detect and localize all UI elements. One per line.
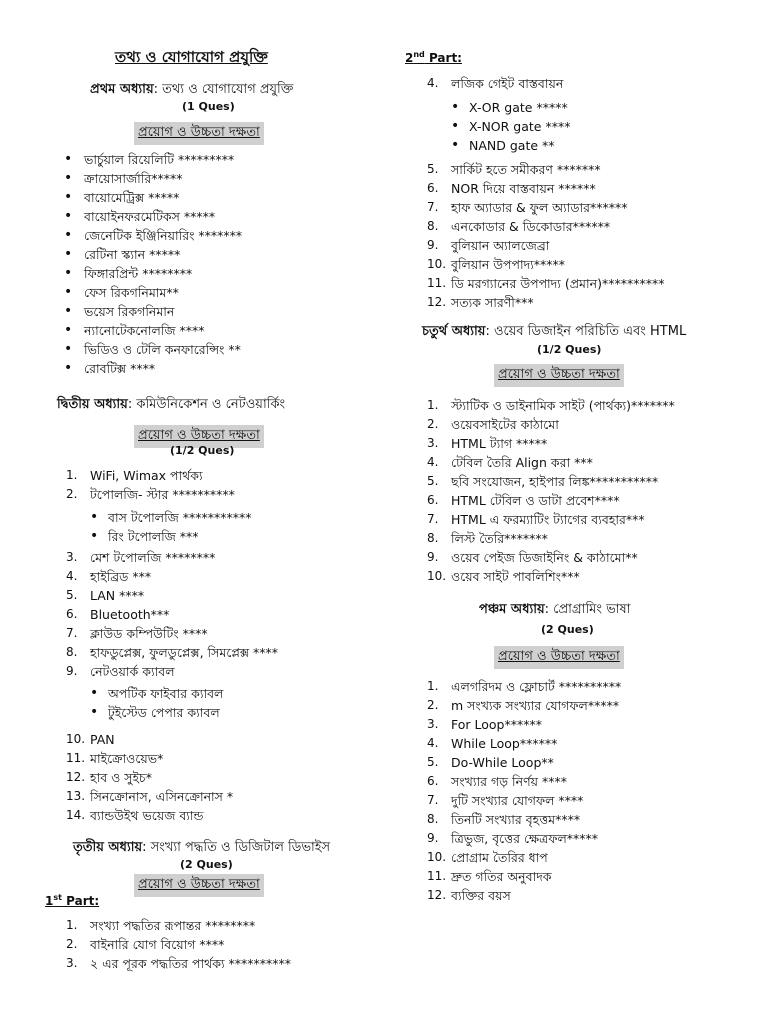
item-number: 7.	[427, 200, 439, 214]
list-item	[427, 274, 664, 293]
list-item	[66, 485, 235, 504]
list-item	[427, 886, 621, 905]
item-number: 10.	[427, 850, 447, 864]
chapter-2-list-c	[66, 730, 233, 825]
list-item	[66, 643, 278, 662]
item-text: ক্লাউড কম্পিউটিং ****	[90, 626, 208, 641]
item-text: Bluetooth***	[90, 607, 170, 622]
item-text: ওয়েব পেইজ ডিজাইনিং & কাঠামো**	[451, 550, 638, 565]
item-text: Do-While Loop**	[451, 755, 554, 770]
chapter-5-skill: প্রয়োগ ও উচ্চতা দক্ষতা	[494, 646, 624, 669]
list-item	[427, 472, 675, 491]
list-item	[66, 916, 291, 935]
list-item	[427, 198, 664, 217]
chapter-3-part-2-list-a	[427, 74, 563, 93]
chapter-4-label: চতুর্থ অধ্যায়	[422, 324, 486, 339]
item-text: মাইক্রোওয়েভ*	[90, 751, 164, 766]
item-number: 1.	[427, 679, 439, 693]
list-item	[66, 567, 278, 586]
list-item	[427, 734, 621, 753]
list-item: • ক্রায়োসার্জারি*****	[60, 169, 242, 188]
item-text: দ্রুত গতির অনুবাদক	[451, 869, 552, 884]
list-item: • রেটিনা স্ক্যান *****	[60, 245, 242, 264]
list-item	[427, 255, 664, 274]
item-text: For Loop******	[451, 717, 542, 732]
chapter-5-list	[427, 677, 621, 905]
list-item	[66, 605, 278, 624]
item-number: 7.	[427, 793, 439, 807]
item-text: ওয়েব সাইট পাবলিশিং***	[451, 569, 580, 584]
item-number: 1.	[66, 468, 78, 482]
chapter-1-skill: প্রয়োগ ও উচ্চতা দক্ষতা	[134, 122, 264, 145]
list-item	[427, 453, 675, 472]
item-text: HTML টেবিল ও ডাটা প্রবেশ****	[451, 493, 620, 508]
list-item	[66, 730, 233, 749]
item-text: PAN	[90, 732, 115, 747]
chapter-4-skill: প্রয়োগ ও উচ্চতা দক্ষতা	[494, 364, 624, 387]
item-number: 3.	[427, 436, 439, 450]
item-text: টপোলজি- স্টার **********	[90, 487, 235, 502]
item-text: LAN ****	[90, 588, 145, 603]
item-number: 3.	[427, 717, 439, 731]
item-number: 12.	[427, 295, 447, 309]
item-text: ডি মরগ্যানের উপপাদ্য (প্রমান)**********	[451, 276, 665, 291]
item-number: 6.	[427, 493, 439, 507]
item-number: 2.	[427, 698, 439, 712]
item-number: 14.	[66, 808, 86, 822]
item-text: বুলিয়ান উপপাদ্য*****	[451, 257, 566, 272]
item-number: 5.	[427, 755, 439, 769]
part-1-label: 1st Part:	[45, 893, 100, 908]
chapter-5-heading	[479, 600, 631, 621]
list-item: • বায়োইনফরমেটিকস *****	[60, 207, 242, 226]
item-number: 11.	[66, 751, 86, 765]
item-number: 4.	[427, 76, 439, 90]
list-item: • ফিঙ্গারপ্রিন্ট ********	[60, 264, 242, 283]
list-item	[66, 935, 291, 954]
item-number: 10.	[66, 732, 86, 746]
chapter-1-name: : তথ্য ও যোগাযোগ প্রযুক্তি	[153, 82, 294, 97]
item-number: 6.	[66, 607, 78, 621]
page-title: তথ্য ও যোগাযোগ প্রযুক্তি	[115, 48, 268, 66]
chapter-1-ques: (1 Ques)	[182, 100, 235, 113]
chapter-4-name: : ওয়েব ডিজাইন পরিচিতি এবং HTML	[485, 324, 687, 339]
list-item	[66, 806, 233, 825]
item-number: 3.	[66, 956, 78, 970]
list-item	[427, 567, 675, 586]
item-number: 8.	[427, 812, 439, 826]
list-item	[427, 715, 621, 734]
chapter-4-list	[427, 396, 675, 586]
item-number: 11.	[427, 869, 447, 883]
item-text: হাব ও সুইচ*	[90, 770, 153, 785]
item-text: ২ এর পূরক পদ্ধতির পার্থক্য **********	[90, 956, 292, 971]
list-item	[427, 293, 664, 312]
item-text: ত্রিভুজ, বৃত্তের ক্ষেত্রফল*****	[451, 831, 599, 846]
chapter-5-name: : প্রোগ্রামিং ভাষা	[544, 602, 631, 617]
list-item: • রিং টপোলজি ***	[66, 527, 252, 546]
item-text: WiFi, Wimax পার্থক্য	[90, 468, 203, 483]
item-text: স্ট্যাটিক ও ডাইনামিক সাইট (পার্থক্য)*******	[451, 398, 675, 413]
chapter-1-topic-list	[60, 150, 242, 378]
item-text: ব্যান্ডউইথ ভয়েজ ব্যান্ড	[90, 808, 204, 823]
list-item: • X-NOR gate ****	[427, 117, 570, 136]
chapter-2-sublist-b	[66, 684, 223, 722]
chapter-2-ques: (1/2 Ques)	[170, 444, 235, 457]
list-item: • ভার্চুয়াল রিয়েলিটি *********	[60, 150, 242, 169]
list-item	[427, 829, 621, 848]
item-number: 10.	[427, 569, 447, 583]
item-text: মেশ টপোলজি ********	[90, 550, 216, 565]
list-item	[427, 74, 563, 93]
chapter-2-heading	[57, 395, 285, 416]
list-item: • ভিডিও ও টেলি কনফারেন্সিং **	[60, 340, 242, 359]
item-number: 4.	[427, 455, 439, 469]
chapter-2-skill: প্রয়োগ ও উচ্চতা দক্ষতা	[134, 425, 264, 448]
item-number: 7.	[427, 512, 439, 526]
list-item	[66, 548, 278, 567]
item-text: নেটওয়ার্ক ক্যাবল	[90, 664, 175, 679]
list-item	[66, 662, 278, 681]
item-number: 8.	[427, 531, 439, 545]
item-number: 4.	[427, 736, 439, 750]
item-number: 12.	[66, 770, 86, 784]
item-text: প্রোগ্রাম তৈরির ধাপ	[451, 850, 548, 865]
item-number: 6.	[427, 774, 439, 788]
list-item	[427, 867, 621, 886]
item-text: ব্যক্তির বয়স	[451, 888, 511, 903]
list-item: • বায়োমেট্রিক্স *****	[60, 188, 242, 207]
item-number: 12.	[427, 888, 447, 902]
chapter-1-label: প্রথম অধ্যায়	[90, 82, 154, 97]
list-item	[66, 787, 233, 806]
item-number: 2.	[66, 937, 78, 951]
item-text: বুলিয়ান অ্যালজেব্রা	[451, 238, 550, 253]
item-number: 5.	[427, 162, 439, 176]
list-item	[66, 749, 233, 768]
item-number: 7.	[66, 626, 78, 640]
list-item: • NAND gate **	[427, 136, 570, 155]
chapter-1-heading	[90, 80, 293, 101]
item-text: টেবিল তৈরি Align করা ***	[451, 455, 593, 470]
chapter-3-skill: প্রয়োগ ও উচ্চতা দক্ষতা	[134, 874, 264, 897]
list-item	[427, 415, 675, 434]
item-number: 1.	[66, 918, 78, 932]
list-item	[66, 466, 235, 485]
item-text: m সংখ্যক সংখ্যার যোগফল*****	[451, 698, 620, 713]
item-text: সিনক্রোনাস, এসিনক্রোনাস *	[90, 789, 234, 804]
item-number: 2.	[66, 487, 78, 501]
chapter-3-label: তৃতীয় অধ্যায়	[73, 840, 143, 855]
item-text: হাফ অ্যাডার & ফুল অ্যাডার******	[451, 200, 628, 215]
item-text: HTML ট্যাগ *****	[451, 436, 548, 451]
chapter-3-name: : সংখ্যা পদ্ধতি ও ডিজিটাল ডিভাইস	[142, 840, 331, 855]
item-text: বাইনারি যোগ বিয়োগ ****	[90, 937, 225, 952]
list-item	[66, 768, 233, 787]
list-item: • টুইস্টেড পেপার ক্যাবল	[66, 703, 223, 722]
list-item	[427, 791, 621, 810]
item-number: 9.	[427, 238, 439, 252]
item-text: দুটি সংখ্যার যোগফল ****	[451, 793, 584, 808]
item-text: সংখ্যার গড় নির্ণয় ****	[451, 774, 567, 789]
item-number: 8.	[66, 645, 78, 659]
chapter-3-ques: (2 Ques)	[180, 858, 233, 871]
list-item	[427, 217, 664, 236]
chapter-2-label: দ্বিতীয় অধ্যায়	[57, 397, 128, 412]
item-text: হাফডুপ্লেক্স, ফুলডুপ্লেক্স, সিমপ্লেক্স ****	[90, 645, 279, 660]
list-item: • ন্যানোটেকনোলজি ****	[60, 321, 242, 340]
item-number: 13.	[66, 789, 86, 803]
chapter-2-sublist-a	[66, 508, 252, 546]
list-item	[427, 396, 675, 415]
list-item	[66, 624, 278, 643]
chapter-2-list-a	[66, 466, 235, 504]
list-item	[427, 677, 621, 696]
chapter-3-part-2-sublist	[427, 98, 570, 155]
list-item	[427, 548, 675, 567]
item-text: সংখ্যা পদ্ধতির রূপান্তর ********	[90, 918, 256, 933]
part-2-label: 2nd Part:	[405, 50, 462, 65]
item-text: সত্যক সারণী***	[451, 295, 534, 310]
list-item: • ভয়েস রিকগনিমান	[60, 302, 242, 321]
item-number: 1.	[427, 398, 439, 412]
chapter-4-ques: (1/2 Ques)	[537, 343, 602, 356]
item-text: তিনটি সংখ্যার বৃহত্তম****	[451, 812, 581, 827]
list-item	[427, 491, 675, 510]
item-number: 10.	[427, 257, 447, 271]
list-item	[427, 160, 664, 179]
item-number: 8.	[427, 219, 439, 233]
chapter-5-ques: (2 Ques)	[541, 623, 594, 636]
list-item: • ফেস রিকগনিমাম**	[60, 283, 242, 302]
list-item: • রোবটিক্স ****	[60, 359, 242, 378]
item-text: এলগরিদম ও ফ্লোচার্ট **********	[451, 679, 622, 694]
chapter-2-name: : কমিউনিকেশন ও নেটওয়ার্কিং	[127, 397, 286, 412]
chapter-3-part-2-list-b	[427, 160, 664, 312]
list-item: • জেনেটিক ইঞ্জিনিয়ারিং *******	[60, 226, 242, 245]
list-item	[427, 434, 675, 453]
item-number: 3.	[66, 550, 78, 564]
list-item	[427, 753, 621, 772]
list-item	[427, 510, 675, 529]
item-text: লিস্ট তৈরি*******	[451, 531, 548, 546]
item-number: 5.	[427, 474, 439, 488]
item-number: 4.	[66, 569, 78, 583]
list-item	[427, 529, 675, 548]
item-number: 9.	[427, 831, 439, 845]
item-number: 9.	[66, 664, 78, 678]
item-number: 9.	[427, 550, 439, 564]
list-item	[427, 236, 664, 255]
list-item	[427, 696, 621, 715]
list-item	[427, 810, 621, 829]
list-item	[66, 586, 278, 605]
item-text: সার্কিট হতে সমীকরণ *******	[451, 162, 601, 177]
item-text: NOR দিয়ে বাস্তবায়ন ******	[451, 181, 596, 196]
list-item: • X-OR gate *****	[427, 98, 570, 117]
item-number: 6.	[427, 181, 439, 195]
item-text: এনকোডার & ডিকোডার******	[451, 219, 611, 234]
list-item	[427, 848, 621, 867]
item-text: লজিক গেইট বাস্তবায়ন	[451, 76, 564, 91]
list-item: • বাস টপোলজি ***********	[66, 508, 252, 527]
list-item	[427, 179, 664, 198]
item-number: 11.	[427, 276, 447, 290]
item-number: 5.	[66, 588, 78, 602]
list-item: • অপটিক ফাইবার ক্যাবল	[66, 684, 223, 703]
chapter-2-list-b	[66, 548, 278, 681]
item-text: ছবি সংযোজন, হাইপার লিঙ্ক***********	[451, 474, 659, 489]
list-item	[427, 772, 621, 791]
chapter-3-part-1-list	[66, 916, 291, 973]
item-number: 2.	[427, 417, 439, 431]
chapter-3-heading	[73, 838, 330, 859]
chapter-5-label: পঞ্চম অধ্যায়	[479, 602, 545, 617]
item-text: হাইব্রিড ***	[90, 569, 152, 584]
list-item	[66, 954, 291, 973]
item-text: While Loop******	[451, 736, 558, 751]
item-text: ওয়েবসাইটের কাঠামো	[451, 417, 559, 432]
item-text: HTML এ ফরম্যাটিং ট্যাগের ব্যবহার***	[451, 512, 645, 527]
chapter-4-heading	[422, 322, 686, 343]
